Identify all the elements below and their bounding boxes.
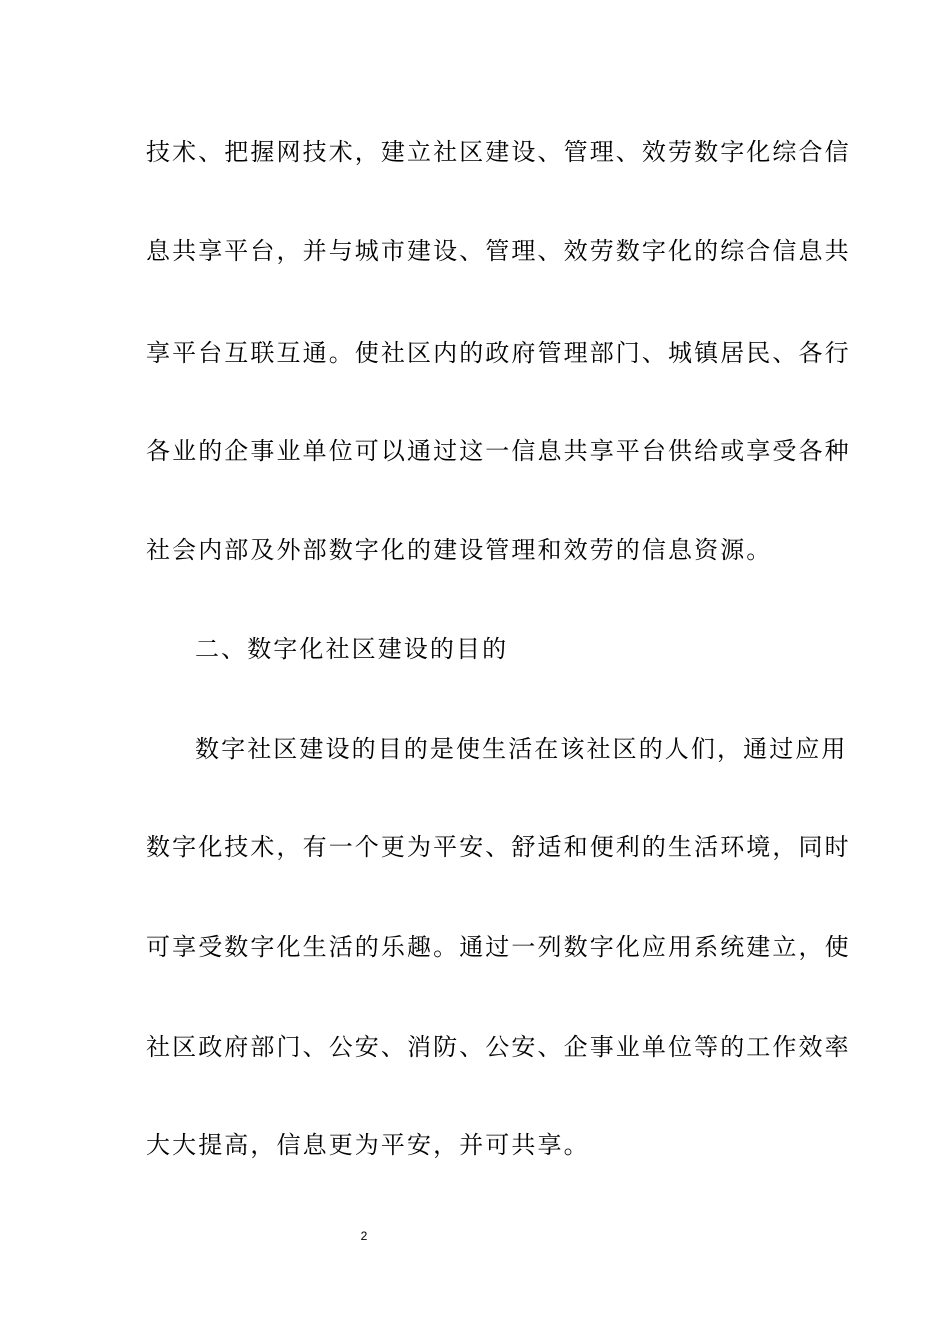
- section-heading: 二、数字化社区建设的目的: [195, 635, 509, 663]
- paragraph-line: 享平台互联互通。使社区内的政府管理部门、城镇居民、各行: [146, 339, 851, 367]
- paragraph-line: 数字社区建设的目的是使生活在该社区的人们，通过应用: [195, 735, 848, 763]
- paragraph-line: 大大提高，信息更为平安，并可共享。: [146, 1131, 590, 1159]
- paragraph-line: 可享受数字化生活的乐趣。通过一列数字化应用系统建立，使: [146, 933, 851, 961]
- paragraph-line: 息共享平台，并与城市建设、管理、效劳数字化的综合信息共: [146, 237, 851, 265]
- paragraph-line: 社会内部及外部数字化的建设管理和效劳的信息资源。: [146, 536, 773, 564]
- paragraph-line: 数字化技术，有一个更为平安、舒适和便利的生活环境，同时: [146, 833, 851, 861]
- paragraph-line: 各业的企事业单位可以通过这一信息共享平台供给或享受各种: [146, 437, 851, 465]
- paragraph-line: 社区政府部门、公安、消防、公安、企事业单位等的工作效率: [146, 1033, 851, 1061]
- page-number: 2: [360, 1229, 368, 1243]
- paragraph-line: 技术、把握网技术，建立社区建设、管理、效劳数字化综合信: [146, 138, 851, 166]
